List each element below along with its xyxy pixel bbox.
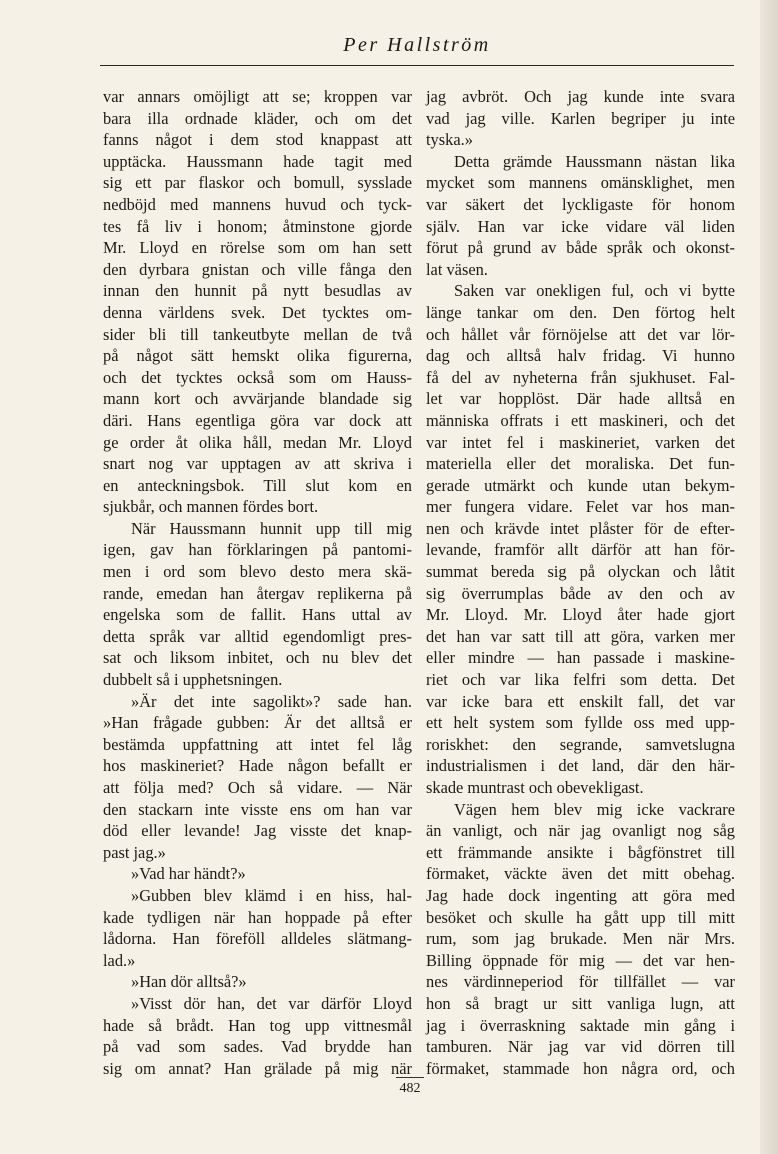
text-line: materiella eller det moraliska. Det fun- [426, 454, 735, 474]
right-column [426, 86, 735, 1079]
running-head: Per Hallström [343, 34, 491, 56]
text-line: Mr. Lloyd. Mr. Lloyd åter hade gjort [426, 605, 735, 625]
text-line: den stackarn inte visste ens om han var [103, 799, 412, 819]
text-line: död eller levande! Jag visste det knap- [103, 821, 412, 841]
text-line: eller mindre — han passade i maskine- [426, 648, 735, 668]
text-line: och hållet vår förnöjelse att det var lör- [426, 324, 735, 344]
text-line: levande, framför allt därför att han för- [426, 540, 735, 560]
text-line: mer fungera vidare. Felet var hos man- [426, 497, 735, 517]
text-line: hos maskineriet? Hade någon befallt er [103, 756, 412, 776]
text-line: nedböjd med mannens huvud och tyck- [103, 194, 412, 214]
text-line: lat väsen. [426, 259, 488, 279]
paragraph [103, 993, 412, 1079]
text-line: hon så bragt ur sitt vanliga lugn, att [426, 993, 735, 1013]
text-line: själv. Han var icke vidare väl liden [426, 216, 735, 236]
text-line: kade tydligen när han hoppade på efter [103, 907, 412, 927]
paragraph [426, 86, 735, 151]
text-line: »Han dör alltså?» [131, 972, 247, 992]
paragraph [103, 518, 412, 691]
text-line: en anteckningsbok. Till slut kom en [103, 475, 412, 495]
text-line: »Visst dör han, det var därför Lloyd [131, 993, 412, 1013]
text-line: lådorna. Han föreföll alldeles slätmang- [103, 929, 412, 949]
text-line: men i ord som blevo desto mera skä- [103, 562, 412, 582]
text-line: däri. Hans egentliga göra var dock att [103, 410, 412, 430]
text-line: förut på grund av både språk och okonst- [426, 238, 735, 258]
left-column [103, 86, 412, 1079]
text-line: på vad som sades. Vad brydde han [103, 1037, 412, 1057]
paragraph [426, 799, 735, 1080]
page-number: 482 [399, 1081, 421, 1096]
text-line: bara illa ordnade kläder, och om det [103, 108, 412, 128]
text-line: riet och var lika felfri som detta. Det [426, 670, 735, 690]
text-line: »Vad har händt?» [131, 864, 246, 884]
text-line: »Är det inte sagolikt»? sade han. [131, 691, 412, 711]
page-edge [760, 0, 778, 1154]
paragraph [103, 971, 412, 993]
text-line: industrialismen i det land, där den här- [426, 756, 735, 776]
text-line: dubbelt så i upphetsningen. [103, 670, 283, 690]
text-line: detta språk var alltid egendomligt pres- [103, 626, 412, 646]
text-line: bestämda uppfattning att intet fel låg [103, 734, 412, 754]
text-line: var intet fel i maskineriet, varken det [426, 432, 735, 452]
paragraph [103, 885, 412, 971]
text-line: tes få liv i honom; åtminstone gjorde [103, 216, 412, 236]
text-line: Detta grämde Haussmann nästan lika [454, 151, 735, 171]
text-line: »Gubben blev klämd i en hiss, hal- [131, 885, 412, 905]
text-line: tamburen. När jag var vid dörren till [426, 1037, 735, 1057]
text-line: människa offrats i ett maskineri, och det [426, 410, 735, 430]
text-line: engelska som de fallit. Hans uttal av [103, 605, 412, 625]
text-line: sig överrumplas både av den och av [426, 583, 735, 603]
text-line: Billing öppnade för mig — det var hen- [426, 950, 735, 970]
text-line: sider bli till tankeutbyte mellan de två [103, 324, 412, 344]
text-line: nes värdinneperiod för tillfället — var [426, 972, 735, 992]
text-line: det han var satt till att göra, varken mer [426, 626, 735, 646]
text-line: och det tycktes också som om Hauss- [103, 367, 412, 387]
text-line: var säkert det lyckligaste för honom [426, 194, 735, 214]
header-rule [100, 65, 734, 66]
paragraph [103, 86, 412, 518]
text-line: roriskhet: den segrande, samvetslugna [426, 734, 735, 754]
text-line: dag och alltså halv fridag. Vi hunno [426, 346, 735, 366]
text-line: var annars omöjligt att se; kroppen var [103, 87, 412, 106]
text-line: nen och krävde intet plåster för de efter- [426, 518, 735, 538]
text-line: var icke bara ett enskilt fall, det var [426, 691, 735, 711]
text-line: När Haussmann hunnit upp till mig [131, 518, 412, 538]
text-line: snart nog var upptagen av att skriva i [103, 454, 412, 474]
paragraph [426, 151, 735, 281]
text-line: fanns något i dem stod knappast att [103, 130, 412, 150]
text-line: Jag hade dock ingenting att göra med [426, 885, 735, 905]
text-line: jag avbröt. Och jag kunde inte svara [426, 87, 735, 106]
text-line: hade så brådt. Han tog upp vittnesmål [103, 1015, 412, 1035]
text-line: lad.» [103, 950, 136, 970]
text-line: förmaket, väckte även det mitt obehag. [426, 864, 735, 884]
text-line: mycket som mannens omänsklighet, men [426, 173, 735, 193]
text-line: rande, emedan han återgav replikerna på [103, 583, 412, 603]
text-line: sjukbår, och mannen fördes bort. [103, 497, 319, 517]
text-line: länge tankar om den. Den förtog helt [426, 302, 735, 322]
text-line: jag i överraskning saktade min gång i [426, 1015, 735, 1035]
text-line: rum, som jag brukade. Men när Mrs. [426, 929, 735, 949]
text-line: sig om annat? Han grälade på mig när [103, 1058, 412, 1078]
paragraph [426, 280, 735, 798]
text-line: innan den hunnit på nytt besudlas av [103, 281, 412, 301]
text-line: att följa med? Och så vidare. — När [103, 778, 412, 797]
text-line: skade muntrast och obevekligast. [426, 778, 644, 797]
paragraph [103, 691, 412, 864]
text-line: förmaket, stammade hon några ord, och [426, 1058, 735, 1078]
text-line: få del av nyheterna från sjukhuset. Fal- [426, 367, 735, 387]
text-line: än vanligt, och när jag ovanligt nog såg [426, 821, 735, 841]
text-line: let var hopplöst. Där hade alltså en [426, 389, 735, 409]
text-line: past jag.» [103, 842, 166, 862]
text-line: Saken var onekligen ful, och vi bytte [454, 281, 735, 301]
text-line: sat och liksom inbitet, och nu blev det [103, 648, 412, 668]
text-line: sig ett par flaskor och bomull, sysslade [103, 173, 412, 193]
text-line: »Han frågade gubben: Är det alltså er [103, 713, 412, 733]
text-line: ett helt system som fyllde oss med upp- [426, 713, 735, 733]
text-line: gerade utmärkt och kunde utan bekym- [426, 475, 735, 495]
text-line: igen, gav han förklaringen på pantomi- [103, 540, 412, 560]
folio-rule [396, 1077, 424, 1078]
text-line: vad jag ville. Karlen begriper ju inte [426, 108, 735, 128]
text-line: denna världens svek. Det tycktes om- [103, 302, 412, 322]
text-line: tyska.» [426, 130, 473, 150]
text-line: på något sätt hemskt olika figurerna, [103, 346, 412, 366]
text-line: besöket och skulle ha gått upp till mitt [426, 907, 735, 927]
text-line: mann kort och avvärjande blandade sig [103, 389, 412, 409]
text-line: den dyrbara gnistan och ville fånga den [103, 259, 412, 279]
text-line: Mr. Lloyd en rörelse som om han sett [103, 238, 412, 258]
text-line: Vägen hem blev mig icke vackrare [454, 799, 735, 819]
text-line: ett främmande ansikte i bågfönstret till [426, 842, 735, 862]
text-line: ge order åt olika håll, medan Mr. Lloyd [103, 432, 412, 452]
paragraph [103, 863, 412, 885]
text-line: upptäcka. Haussmann hade tagit med [103, 151, 412, 171]
text-line: summat bereda sig på olyckan och låtit [426, 562, 735, 582]
